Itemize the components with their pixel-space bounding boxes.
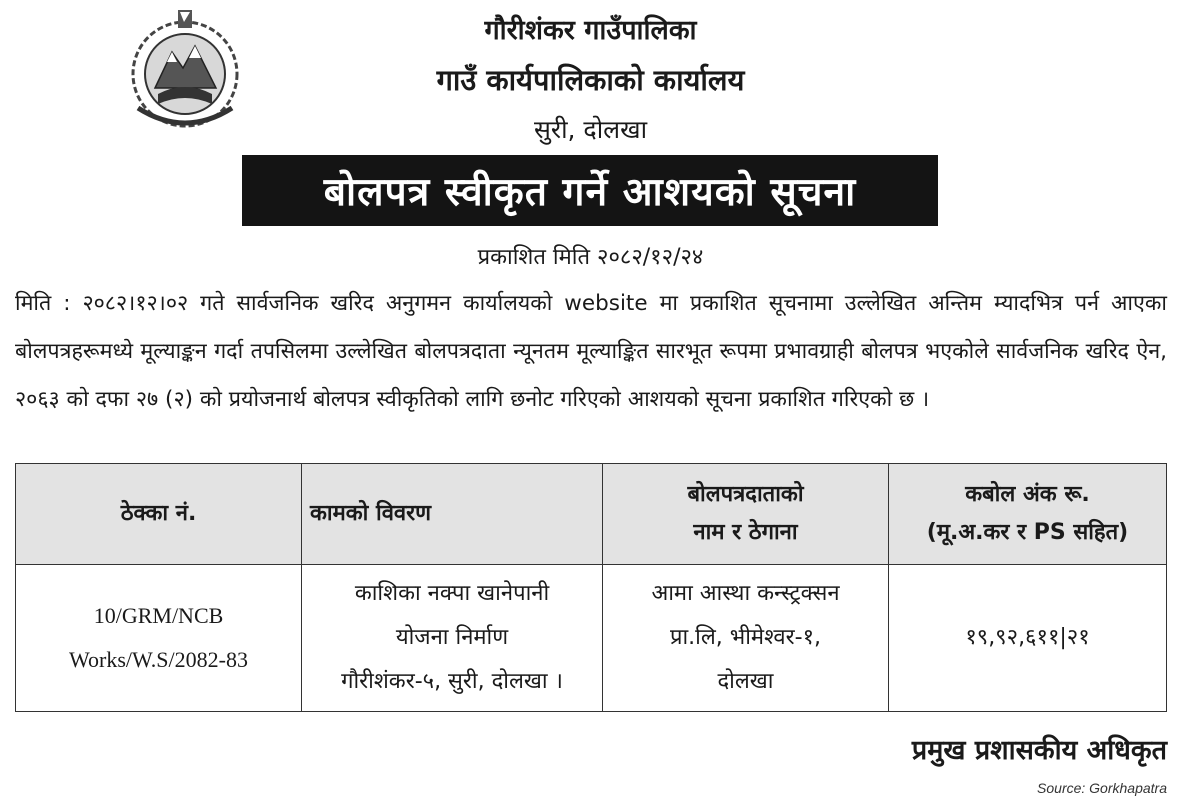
contract-no-line1: 10/GRM/NCB [93, 603, 224, 628]
header-bidder [603, 464, 889, 565]
table-row [16, 565, 1167, 712]
contract-no-line2: Works/W.S/2082-83 [69, 647, 248, 672]
bidder-line3: दोलखा [717, 669, 774, 694]
office-address: सुरी, दोलखा [533, 115, 648, 144]
municipality-name: गौरीशंकर गाउँपालिका [484, 15, 697, 46]
bidder-line1: आमा आस्था कन्स्ट्रक्सन [651, 581, 840, 606]
work-line1: काशिका नक्पा खानेपानी [354, 581, 550, 606]
notice-title-banner: बोलपत्र स्वीकृत गर्ने आशयको सूचना [242, 155, 938, 226]
table-header-row [16, 464, 1167, 565]
source-credit: Source: Gorkhapatra [1037, 780, 1167, 796]
bid-acceptance-table [15, 463, 1167, 712]
header-amount [889, 464, 1167, 565]
header-amount-line2: (मू.अ.कर र PS सहित) [926, 520, 1129, 545]
notice-body: मिति : २०८२।१२।०२ गते सार्वजनिक खरिद अनुगमन कार्यालयको website मा प्रकाशित सूचनामा उल्लेखित अन्तिम म्यादभित्र पर्न आएका बोलपत्रहरूमध्ये मूल्याङ्कन गर्दा तपसिलमा उल्लेखित बोलपत्रदाता न्यूनतम मूल्याङ्कित सारभूत रूपमा प्रभावग्राही बोलपत्र भएकोले सार्वजनिक खरिद ऐन, २०६३ को दफा २७ (२) को प्रयोजनार्थ बोलपत्र स्वीकृतिको लागि छनोट गरिएको आशयको सूचना प्रकाशित गरिएको छ । [15, 291, 1167, 412]
work-line3: गौरीशंकर-५, सुरी, दोलखा । [341, 669, 563, 694]
cell-bidder [603, 565, 889, 712]
cell-contract-no [16, 565, 302, 712]
cell-work-description [302, 565, 603, 712]
signatory-title: प्रमुख प्रशासकीय अधिकृत [911, 735, 1167, 766]
office-name: गाउँ कार्यपालिकाको कार्यालय [436, 63, 745, 97]
published-date: प्रकाशित मिति २०८२/१२/२४ [477, 245, 704, 270]
header-work-description: कामको विवरण [302, 464, 603, 565]
work-line2: योजना निर्माण [395, 625, 509, 650]
header-bidder-line2: नाम र ठेगाना [693, 520, 798, 545]
bidder-line2: प्रा.लि, भीमेश्वर-१, [669, 625, 822, 650]
header-bidder-line1: बोलपत्रदाताको [687, 482, 804, 507]
cell-amount: १९,९२,६११|२१ [889, 565, 1167, 712]
header-amount-line1: कबोल अंक रू. [965, 482, 1090, 507]
header-contract-no: ठेक्का नं. [16, 464, 302, 565]
